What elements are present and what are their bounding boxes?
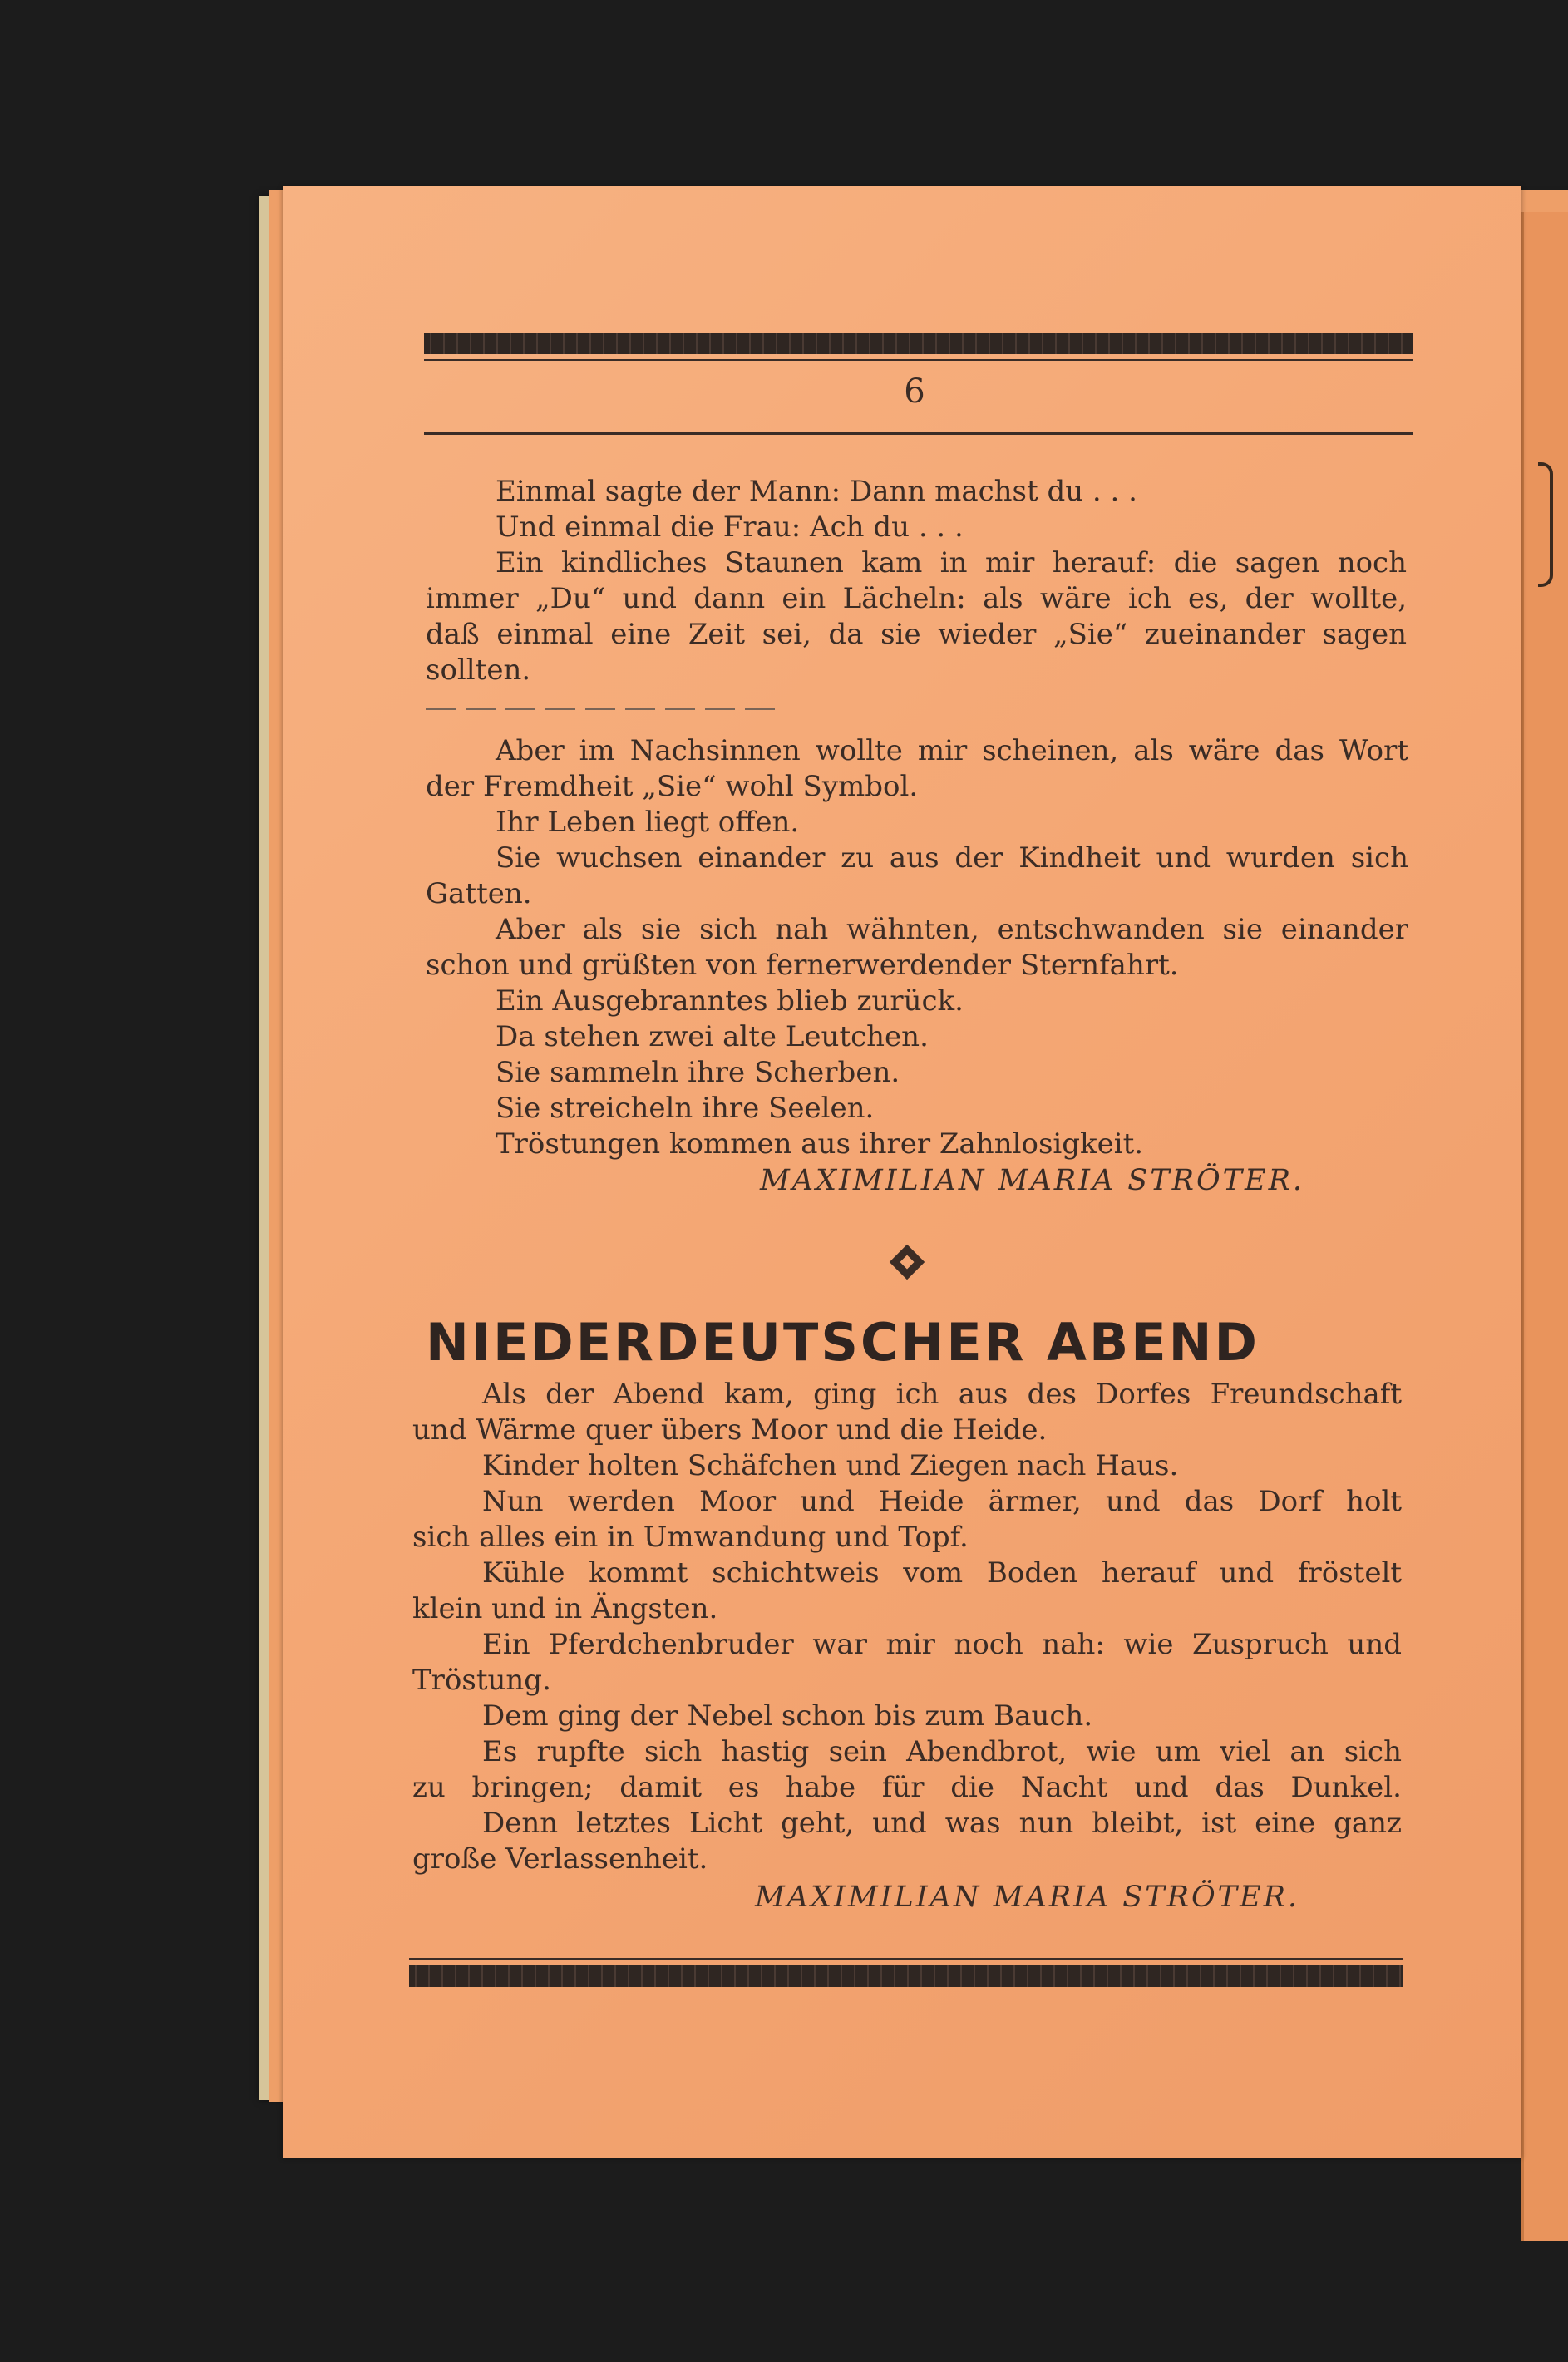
poem1-stanza2 (426, 733, 1408, 1162)
text-line: Tröstung. (412, 1664, 551, 1697)
top-thin-rule (424, 359, 1413, 361)
text-line: Ihr Leben liegt offen. (496, 806, 800, 839)
text-line: Und einmal die Frau: Ach du . . . (496, 510, 964, 544)
top-ornamental-rule (424, 333, 1413, 354)
text-line: Ein Ausgebranntes blieb zurück. (496, 984, 964, 1018)
text-line: zu bringen; damit es habe für die Nacht und das Dunkel. (412, 1771, 1402, 1804)
poem1-stanza1 (426, 474, 1407, 688)
text-line: Sie wuchsen einander zu aus der Kindheit und wurden sich (496, 841, 1408, 875)
text-line: Gatten. (426, 877, 532, 910)
text-line: Sie streicheln ihre Seelen. (496, 1092, 875, 1125)
text-line: Sie sammeln ihre Scherben. (496, 1056, 900, 1089)
text-line: klein und in Ängsten. (412, 1592, 718, 1625)
bottom-thin-rule (409, 1958, 1403, 1960)
bottom-ornamental-rule (409, 1965, 1403, 1987)
poem2-title: NIEDERDEUTSCHER ABEND (426, 1312, 1260, 1373)
binding-clip (1538, 462, 1553, 587)
poem2-body (412, 1377, 1402, 1877)
text-line: Einmal sagte der Mann: Dann machst du . . . (496, 475, 1137, 508)
text-line: schon und grüßten von fernerwerdender Sternfahrt. (426, 949, 1179, 982)
text-line: Es rupfte sich hastig sein Abendbrot, wie um viel an sich (482, 1735, 1402, 1768)
text-line: Aber im Nachsinnen wollte mir scheinen, als wäre das Wort (496, 734, 1408, 767)
poem2-author: MAXIMILIAN MARIA STRÖTER. (755, 1881, 1300, 1914)
text-line: Nun werden Moor und Heide ärmer, und das Dorf holt (482, 1485, 1402, 1518)
header-rule (424, 432, 1413, 435)
section-dash-separator (426, 708, 783, 710)
text-line: große Verlassenheit. (412, 1842, 708, 1876)
text-line: Aber als sie sich nah wähnten, entschwanden sie einander (496, 913, 1408, 946)
text-line: daß einmal eine Zeit sei, da sie wieder „Sie“ zueinander sagen (426, 618, 1407, 651)
text-line: Dem ging der Nebel schon bis zum Bauch. (482, 1699, 1093, 1733)
text-line: Ein kindliches Staunen kam in mir herauf: die sagen noch (496, 546, 1407, 579)
text-line: Ein Pferdchenbruder war mir noch nah: wie Zuspruch und (482, 1628, 1402, 1661)
text-line: sich alles ein in Umwandung und Topf. (412, 1521, 969, 1554)
text-line: Denn letztes Licht geht, und was nun bleibt, ist eine ganz (482, 1807, 1402, 1840)
text-line: Kinder holten Schäfchen und Ziegen nach Haus. (482, 1449, 1179, 1482)
text-line: sollten. (426, 653, 531, 687)
text-line: Kühle kommt schichtweis vom Boden herauf und fröstelt (482, 1556, 1402, 1590)
text-line: Als der Abend kam, ging ich aus des Dorfes Freundschaft (482, 1378, 1402, 1411)
poem1-author: MAXIMILIAN MARIA STRÖTER. (760, 1164, 1305, 1197)
page-number: 6 (904, 372, 925, 411)
text-line: und Wärme quer übers Moor und die Heide. (412, 1413, 1048, 1447)
text-line: der Fremdheit „Sie“ wohl Symbol. (426, 770, 919, 803)
text-line: Da stehen zwei alte Leutchen. (496, 1020, 929, 1053)
text-line: immer „Du“ und dann ein Lächeln: als wäre ich es, der wollte, (426, 582, 1407, 615)
text-line: Tröstungen kommen aus ihrer Zahnlosigkeit. (496, 1127, 1144, 1161)
